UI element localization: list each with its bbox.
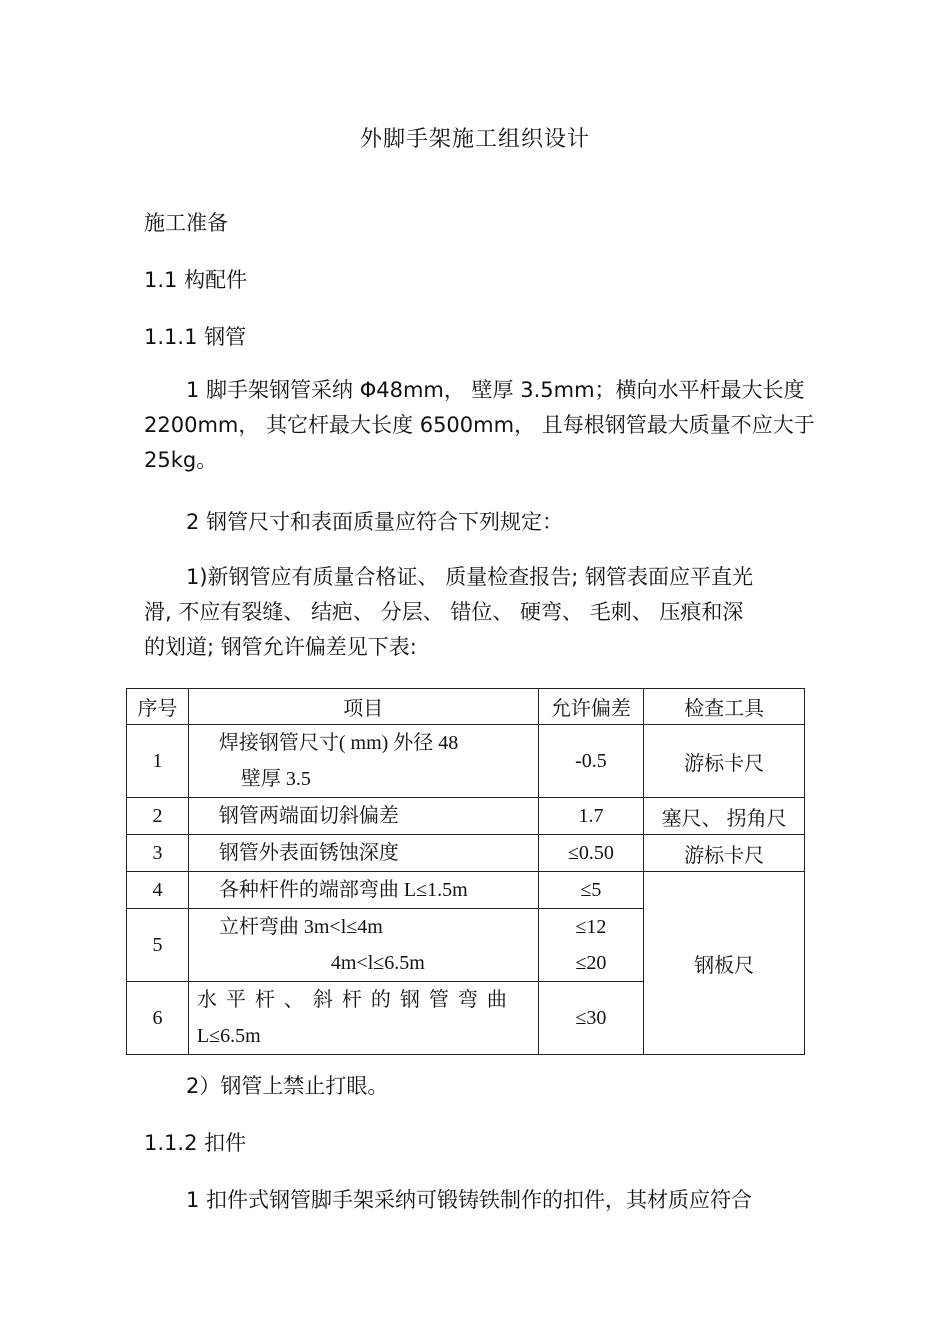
section-heading-steel-pipe: 1.1.1 钢管 bbox=[144, 325, 247, 349]
section-heading-construction-prep: 施工准备 bbox=[144, 211, 228, 235]
header-no: 序号 bbox=[127, 689, 189, 725]
paragraph-line: 滑, 不应有裂缝、 结疤、 分层、 错位、 硬弯、 毛刺、 压痕和深 bbox=[144, 600, 744, 624]
item-line: 水平杆、斜杆的钢管弯曲 bbox=[196, 989, 516, 1011]
paragraph-no-drilling: 2）钢管上禁止打眼。 bbox=[186, 1074, 389, 1098]
table-row bbox=[127, 725, 805, 798]
row-tolerance: ≤0.50 bbox=[538, 835, 644, 872]
section-heading-components: 1.1 构配件 bbox=[144, 268, 248, 292]
tolerance-line: ≤20 bbox=[575, 952, 607, 974]
header-tool: 检查工具 bbox=[644, 689, 805, 725]
paragraph-line: 1)新钢管应有质量合格证、 质量检查报告; 钢管表面应平直光 bbox=[186, 565, 753, 589]
item-line: 4m<l≤6.5m bbox=[330, 952, 425, 974]
table-row bbox=[127, 798, 805, 835]
row-no: 5 bbox=[127, 909, 189, 982]
paragraph-line: 25kg。 bbox=[144, 448, 218, 472]
paragraph-line: 2200mm， 其它杆最大长度 6500mm， 且每根钢管最大质量不应大于 bbox=[144, 413, 815, 437]
header-item: 项目 bbox=[188, 689, 538, 725]
row-tolerance: ≤30 bbox=[538, 982, 644, 1055]
row-no: 3 bbox=[127, 835, 189, 872]
paragraph-line: 的划道; 钢管允许偏差见下表: bbox=[144, 635, 417, 659]
row-tolerance: ≤5 bbox=[538, 872, 644, 909]
row-item bbox=[188, 725, 538, 798]
header-tolerance: 允许偏差 bbox=[538, 689, 644, 725]
table-row bbox=[127, 835, 805, 872]
row-no: 1 bbox=[127, 725, 189, 798]
table-header-row bbox=[127, 689, 805, 725]
row-item: 钢管外表面锈蚀深度 bbox=[188, 835, 538, 872]
item-line: 壁厚 3.5 bbox=[240, 768, 311, 790]
row-tolerance: -0.5 bbox=[538, 725, 644, 798]
row-item bbox=[188, 909, 538, 982]
item-line: L≤6.5m bbox=[196, 1025, 261, 1047]
row-tolerance: 1.7 bbox=[538, 798, 644, 835]
row-item: 各种杆件的端部弯曲 L≤1.5m bbox=[188, 872, 538, 909]
paragraph-new-pipe-requirements bbox=[144, 560, 809, 665]
section-heading-fasteners: 1.1.2 扣件 bbox=[144, 1131, 247, 1155]
paragraph-line: 1 脚手架钢管采纳 Φ48mm， 壁厚 3.5mm；横向水平杆最大长度 bbox=[186, 378, 805, 402]
row-item: 钢管两端面切斜偏差 bbox=[188, 798, 538, 835]
paragraph-size-requirements: 2 钢管尺寸和表面质量应符合下列规定： bbox=[186, 510, 564, 534]
row-tool: 塞尺、 拐角尺 bbox=[644, 798, 805, 835]
tolerance-table bbox=[126, 688, 805, 1055]
row-no: 4 bbox=[127, 872, 189, 909]
row-no: 2 bbox=[127, 798, 189, 835]
row-tool: 游标卡尺 bbox=[644, 725, 805, 798]
row-tolerance bbox=[538, 909, 644, 982]
document-title: 外脚手架施工组织设计 bbox=[359, 127, 590, 152]
item-line: 焊接钢管尺寸( mm) 外径 48 bbox=[218, 732, 459, 754]
row-no: 6 bbox=[127, 982, 189, 1055]
row-tool: 钢板尺 bbox=[644, 872, 805, 1055]
paragraph-fastener-material: 1 扣件式钢管脚手架采纳可锻铸铁制作的扣件，其材质应符合 bbox=[186, 1188, 753, 1212]
tolerance-line: ≤12 bbox=[575, 916, 607, 938]
item-line: 立杆弯曲 3m<l≤4m bbox=[218, 916, 383, 938]
paragraph-pipe-spec bbox=[144, 373, 815, 478]
row-tool: 游标卡尺 bbox=[644, 835, 805, 872]
row-item bbox=[188, 982, 538, 1055]
table-row bbox=[127, 872, 805, 909]
